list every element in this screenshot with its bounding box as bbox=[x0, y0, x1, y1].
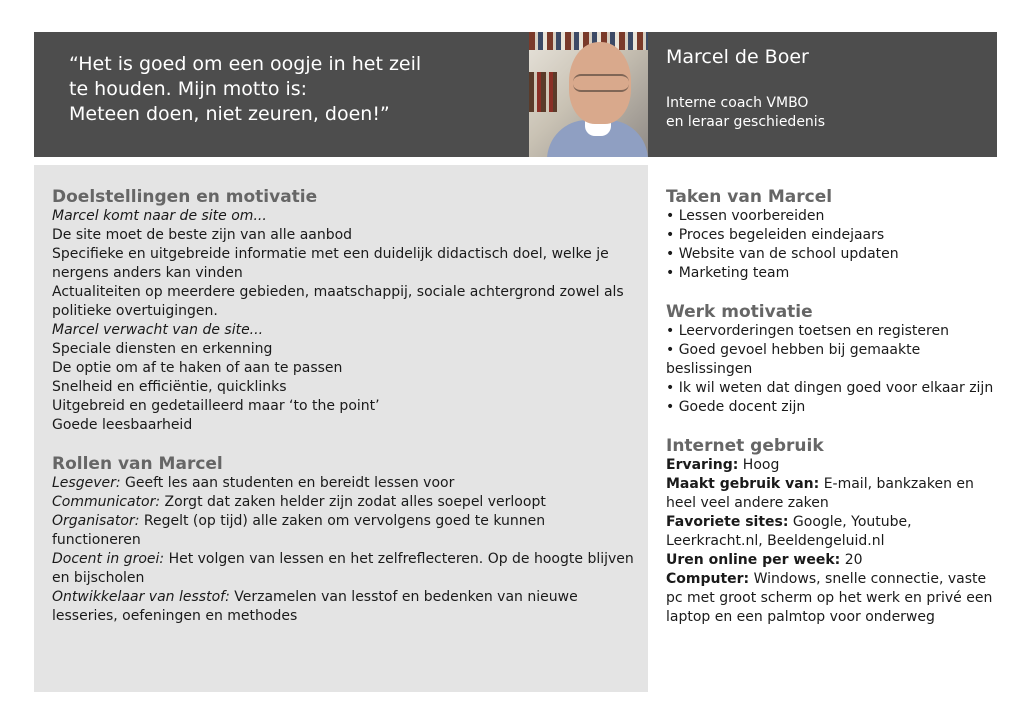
goals-comes-item: Actualiteiten op meerdere gebieden, maatschappij, sociale achtergrond zowel als politieke overtuigingen. bbox=[52, 284, 624, 319]
internet-label: Maakt gebruik van: bbox=[666, 476, 820, 492]
internet-value: Google, Youtube, Leerkracht.nl, Beeldengeluid.nl bbox=[666, 514, 912, 549]
motivation-item: • Goed gevoel hebben bij gemaakte beslissingen bbox=[666, 342, 921, 377]
role-text: Zorgt dat zaken helder zijn zodat alles soepel verloopt bbox=[164, 494, 546, 510]
task-item: • Lessen voorbereiden bbox=[666, 208, 825, 224]
goals-expects-item: De optie om af te haken of aan te passen bbox=[52, 360, 343, 376]
task-item: • Proces begeleiden eindejaars bbox=[666, 227, 885, 243]
role-item bbox=[52, 512, 634, 550]
internet-label: Favoriete sites: bbox=[666, 514, 789, 530]
roles-heading: Rollen van Marcel bbox=[52, 454, 223, 474]
task-item: • Website van de school updaten bbox=[666, 246, 899, 262]
goals-expects-subheading: Marcel verwacht van de site... bbox=[52, 322, 264, 338]
internet-value: 20 bbox=[844, 552, 863, 568]
internet-heading: Internet gebruik bbox=[666, 436, 824, 456]
internet-value: E-mail, bankzaken en heel veel andere zaken bbox=[666, 476, 974, 511]
role-item bbox=[52, 493, 634, 512]
internet-item bbox=[666, 475, 1002, 513]
goals-comes-item: De site moet de beste zijn van alle aanbod bbox=[52, 227, 353, 243]
internet-item bbox=[666, 570, 1002, 627]
tasks-heading: Taken van Marcel bbox=[666, 187, 833, 207]
internet-value: Hoog bbox=[742, 457, 780, 473]
role-text: Het volgen van lessen en het zelfreflecteren. Op de hoogte blijven en bijscholen bbox=[52, 551, 634, 586]
role-label: Lesgever: bbox=[52, 475, 121, 491]
motivation-item: • Leervorderingen toetsen en registeren bbox=[666, 323, 949, 339]
bookshelf-graphic-side bbox=[529, 72, 557, 112]
goals-expects-item: Snelheid en efficiëntie, quicklinks bbox=[52, 379, 287, 395]
motivation-heading: Werk motivatie bbox=[666, 302, 813, 322]
right-panel bbox=[666, 165, 1006, 692]
persona-name: Marcel de Boer bbox=[666, 46, 809, 68]
goals-comes-subheading: Marcel komt naar de site om... bbox=[52, 208, 267, 224]
role-item bbox=[52, 588, 634, 626]
role-item bbox=[52, 550, 634, 588]
persona-role-line1: Interne coach VMBO bbox=[666, 95, 809, 111]
task-item: • Marketing team bbox=[666, 265, 790, 281]
role-text: Geeft les aan studenten en bereidt lessen voor bbox=[125, 475, 455, 491]
persona-role bbox=[666, 94, 825, 132]
motivation-item: • Ik wil weten dat dingen goed voor elkaar zijn bbox=[666, 380, 994, 396]
goals-expects-item: Uitgebreid en gedetailleerd maar ‘to the point’ bbox=[52, 398, 380, 414]
goals-expects-item: Speciale diensten en erkenning bbox=[52, 341, 273, 357]
internet-label: Computer: bbox=[666, 571, 750, 587]
internet-value: Windows, snelle connectie, vaste pc met groot scherm op het werk en privé een laptop en een palmtop voor onderweg bbox=[666, 571, 993, 625]
role-text: Verzamelen van lesstof en bedenken van nieuwe lesseries, oefeningen en methodes bbox=[52, 589, 578, 624]
role-label: Docent in groei: bbox=[52, 551, 165, 567]
internet-item bbox=[666, 513, 1002, 551]
motto-quote: “Het is goed om een oogje in het zeil te houden. Mijn motto is: Meteen doen, niet zeuren, doen!” bbox=[69, 53, 422, 125]
persona-role-line2: en leraar geschiedenis bbox=[666, 114, 825, 130]
goals-expects-item: Goede leesbaarheid bbox=[52, 417, 193, 433]
internet-label: Ervaring: bbox=[666, 457, 739, 473]
goals-comes-item: Specifieke en uitgebreide informatie met een duidelijk didactisch doel, welke je nergens anders kan vinden bbox=[52, 246, 609, 281]
motivation-item: • Goede docent zijn bbox=[666, 399, 806, 415]
portrait-photo bbox=[529, 32, 648, 157]
header-banner bbox=[34, 32, 997, 157]
role-label: Communicator: bbox=[52, 494, 161, 510]
role-text: Regelt (op tijd) alle zaken om vervolgens goed te kunnen functioneren bbox=[52, 513, 546, 548]
role-label: Organisator: bbox=[52, 513, 140, 529]
portrait-glasses bbox=[573, 74, 629, 92]
role-item bbox=[52, 474, 634, 493]
role-label: Ontwikkelaar van lesstof: bbox=[52, 589, 230, 605]
goals-heading: Doelstellingen en motivatie bbox=[52, 187, 318, 207]
internet-item bbox=[666, 456, 1002, 475]
left-panel bbox=[34, 165, 648, 692]
internet-item bbox=[666, 551, 1002, 570]
internet-label: Uren online per week: bbox=[666, 552, 841, 568]
